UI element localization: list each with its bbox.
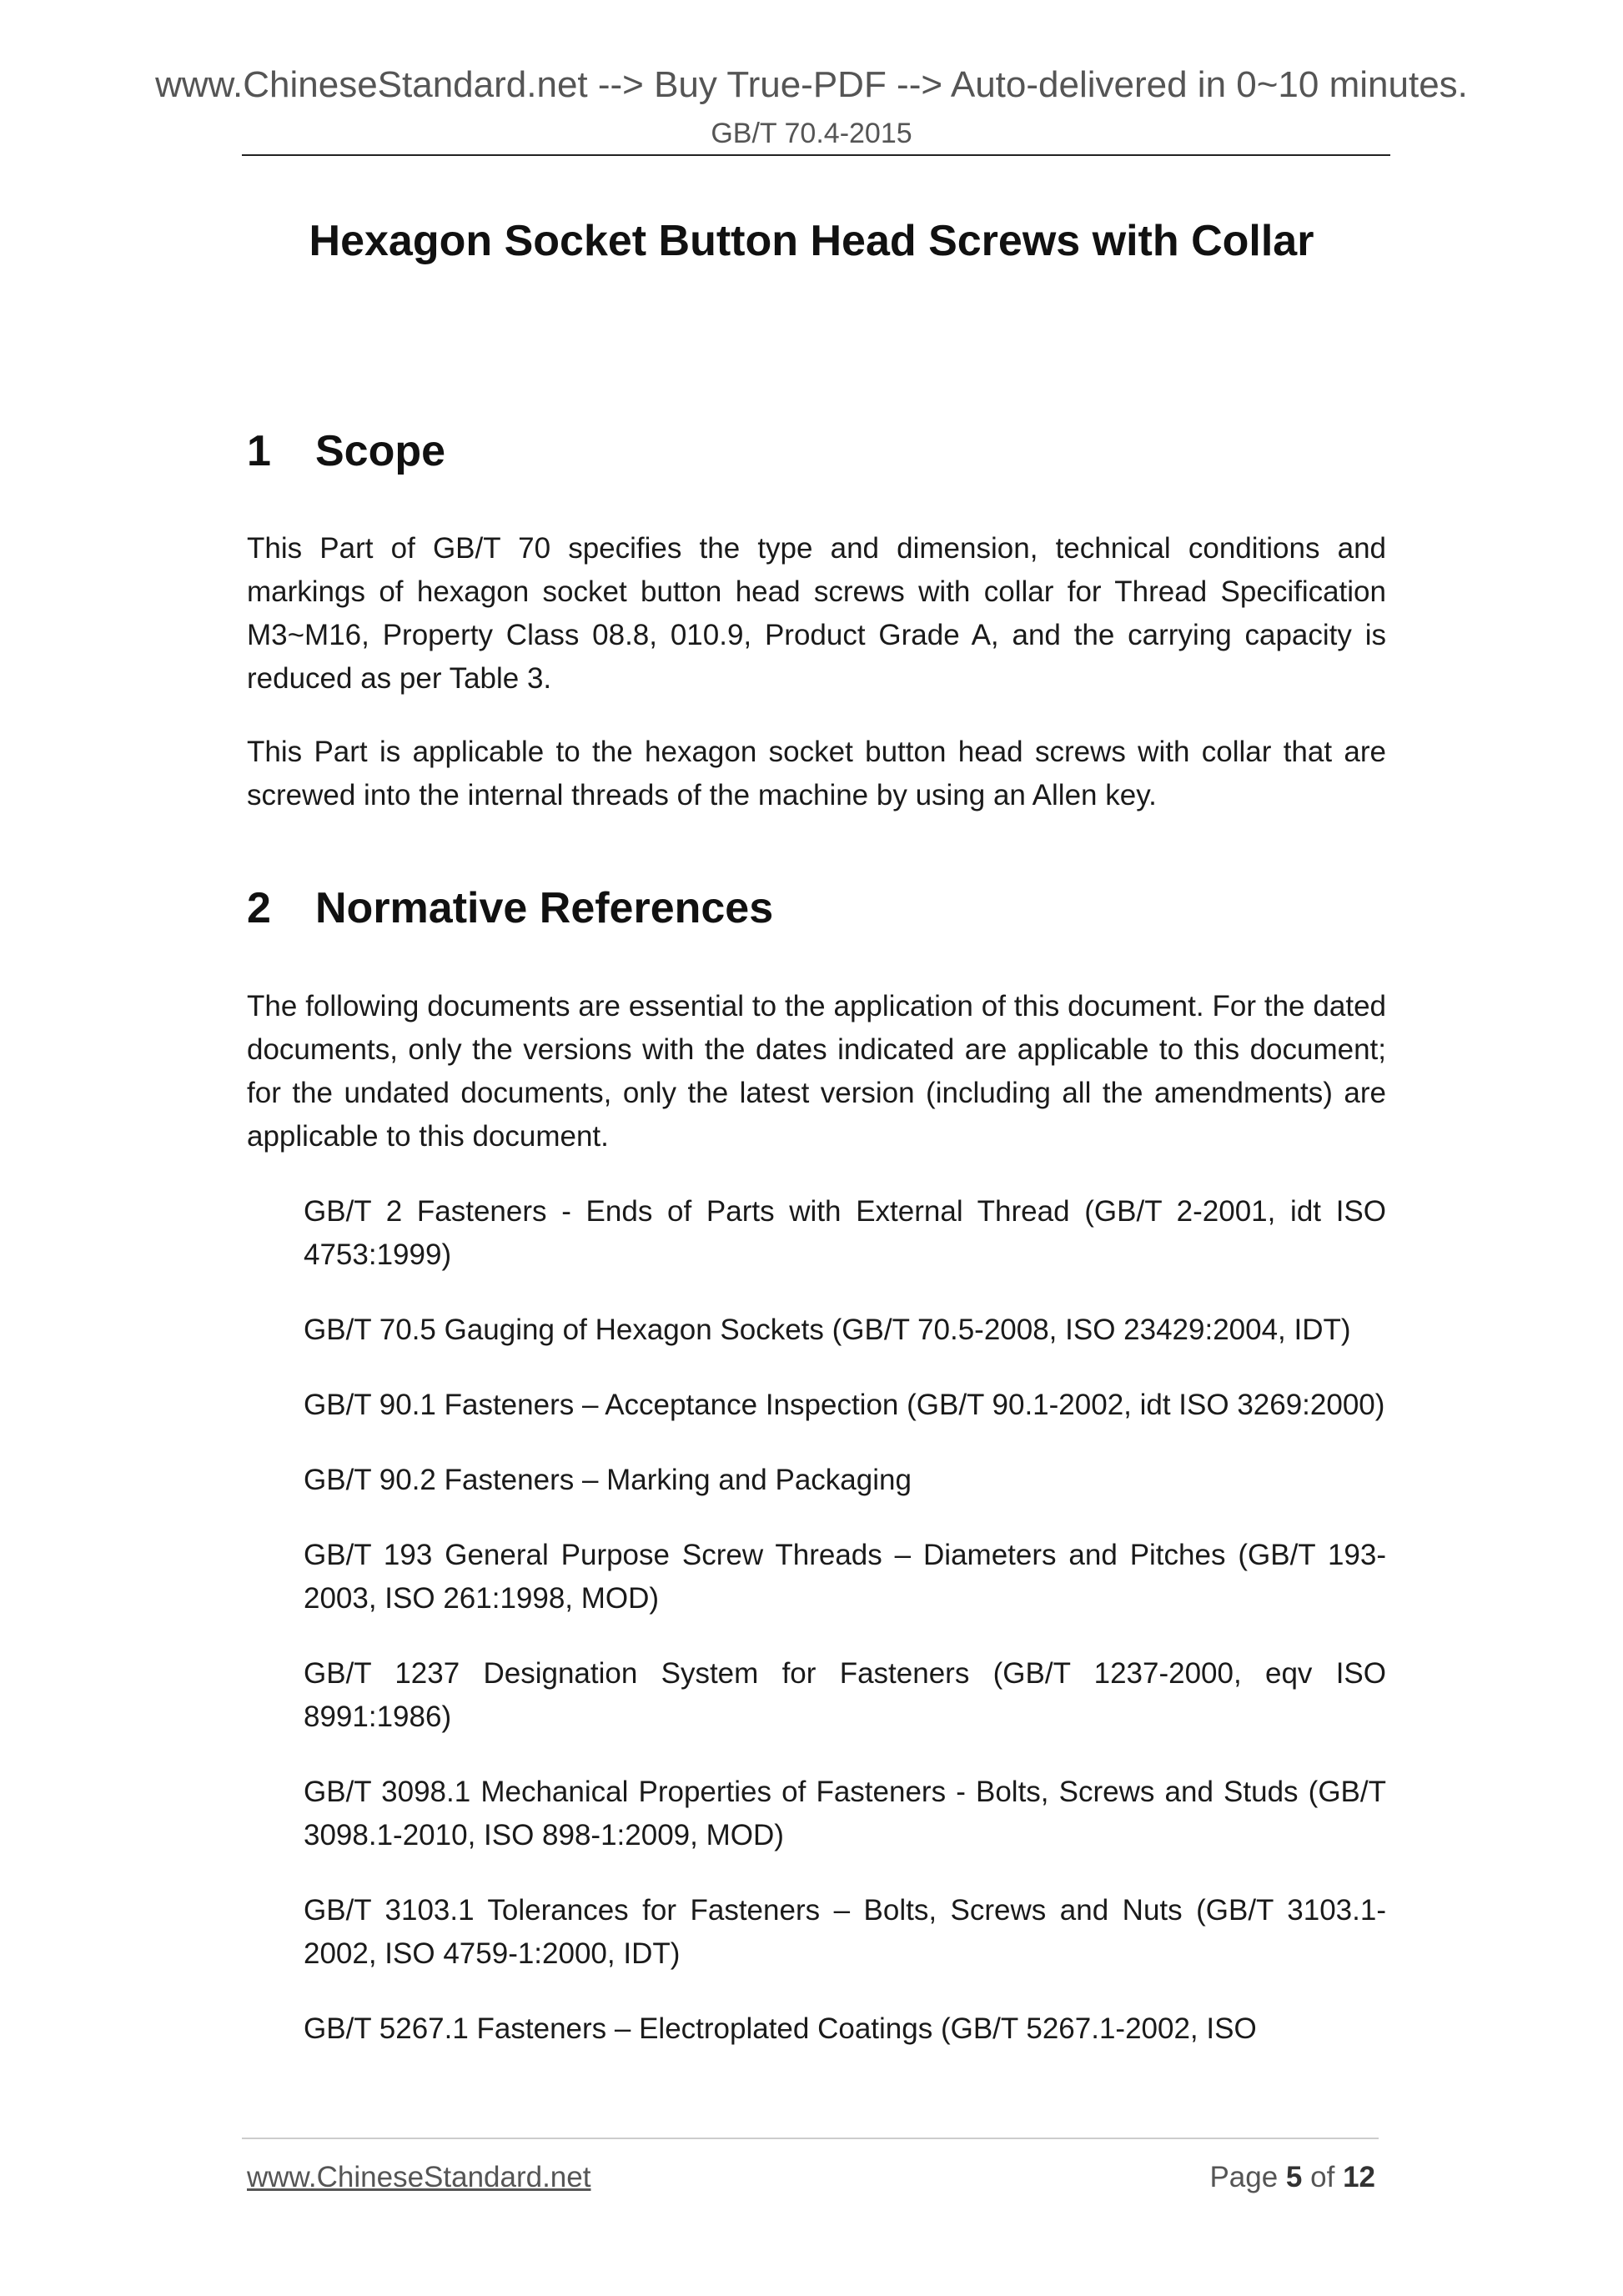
section-number: 1 — [247, 427, 271, 475]
section-heading-normative-references — [247, 882, 1386, 934]
document-body — [247, 425, 1386, 2082]
section-heading-scope — [247, 425, 1386, 477]
footer-site-link[interactable]: www.ChineseStandard.net — [247, 2161, 591, 2193]
page-label: Page — [1209, 2161, 1279, 2193]
section-number: 2 — [247, 884, 271, 933]
scope-paragraph-2: This Part is applicable to the hexagon socket button head screws with collar that are screwed into the internal threads of the machine by using an Allen key. — [247, 736, 1386, 812]
reference-item: GB/T 3098.1 Mechanical Properties of Fasteners - Bolts, Screws and Studs (GB/T 3098.1-2010, ISO 898-1:2009, MOD) — [304, 1775, 1386, 1851]
page-current: 5 — [1285, 2161, 1303, 2193]
document-title: Hexagon Socket Button Head Screws with Collar — [309, 217, 1314, 265]
site-banner: www.ChineseStandard.net --> Buy True-PDF --> Auto-delivered in 0~10 minutes. — [155, 64, 1468, 105]
references-intro-paragraph: The following documents are essential to the application of this document. For the dated documents, only the versions with the dates indicated are applicable to this document; for the undated documents, only the latest version (including all the amendments) are applicable to this document. — [247, 989, 1386, 1153]
reference-item: GB/T 1237 Designation System for Fasteners (GB/T 1237-2000, eqv ISO 8991:1986) — [304, 1656, 1386, 1733]
reference-list — [247, 1190, 1386, 2051]
reference-item: GB/T 193 General Purpose Screw Threads – Diameters and Pitches (GB/T 193-2003, ISO 261:1998, MOD) — [304, 1538, 1386, 1615]
header-divider — [242, 154, 1390, 156]
section-title: Scope — [315, 427, 446, 475]
section-title: Normative References — [315, 884, 774, 933]
scope-paragraph-1: This Part of GB/T 70 specifies the type and dimension, technical conditions and markings of hexagon socket button head screws with collar for Thread Specification M3~M16, Property Class 08.8, 010.9, Product Grade A, and the carrying capacity is reduced as per Table 3. — [247, 532, 1386, 696]
reference-item: GB/T 5267.1 Fasteners – Electroplated Coatings (GB/T 5267.1-2002, ISO — [304, 2012, 1257, 2045]
footer-divider — [242, 2138, 1379, 2139]
reference-item: GB/T 90.2 Fasteners – Marking and Packaging — [304, 1463, 912, 1496]
reference-item: GB/T 90.1 Fasteners – Acceptance Inspection (GB/T 90.1-2002, idt ISO 3269:2000) — [304, 1388, 1385, 1421]
standard-code: GB/T 70.4-2015 — [711, 118, 912, 149]
reference-item: GB/T 3103.1 Tolerances for Fasteners – Bolts, Screws and Nuts (GB/T 3103.1-2002, ISO 4759-1:2000, IDT) — [304, 1893, 1386, 1970]
reference-item: GB/T 70.5 Gauging of Hexagon Sockets (GB/T 70.5-2008, ISO 23429:2004, IDT) — [304, 1313, 1351, 1346]
page-total: 12 — [1343, 2161, 1375, 2193]
page-number — [1209, 2160, 1375, 2195]
page-of: of — [1310, 2161, 1335, 2193]
reference-item: GB/T 2 Fasteners - Ends of Parts with External Thread (GB/T 2-2001, idt ISO 4753:1999) — [304, 1194, 1386, 1271]
